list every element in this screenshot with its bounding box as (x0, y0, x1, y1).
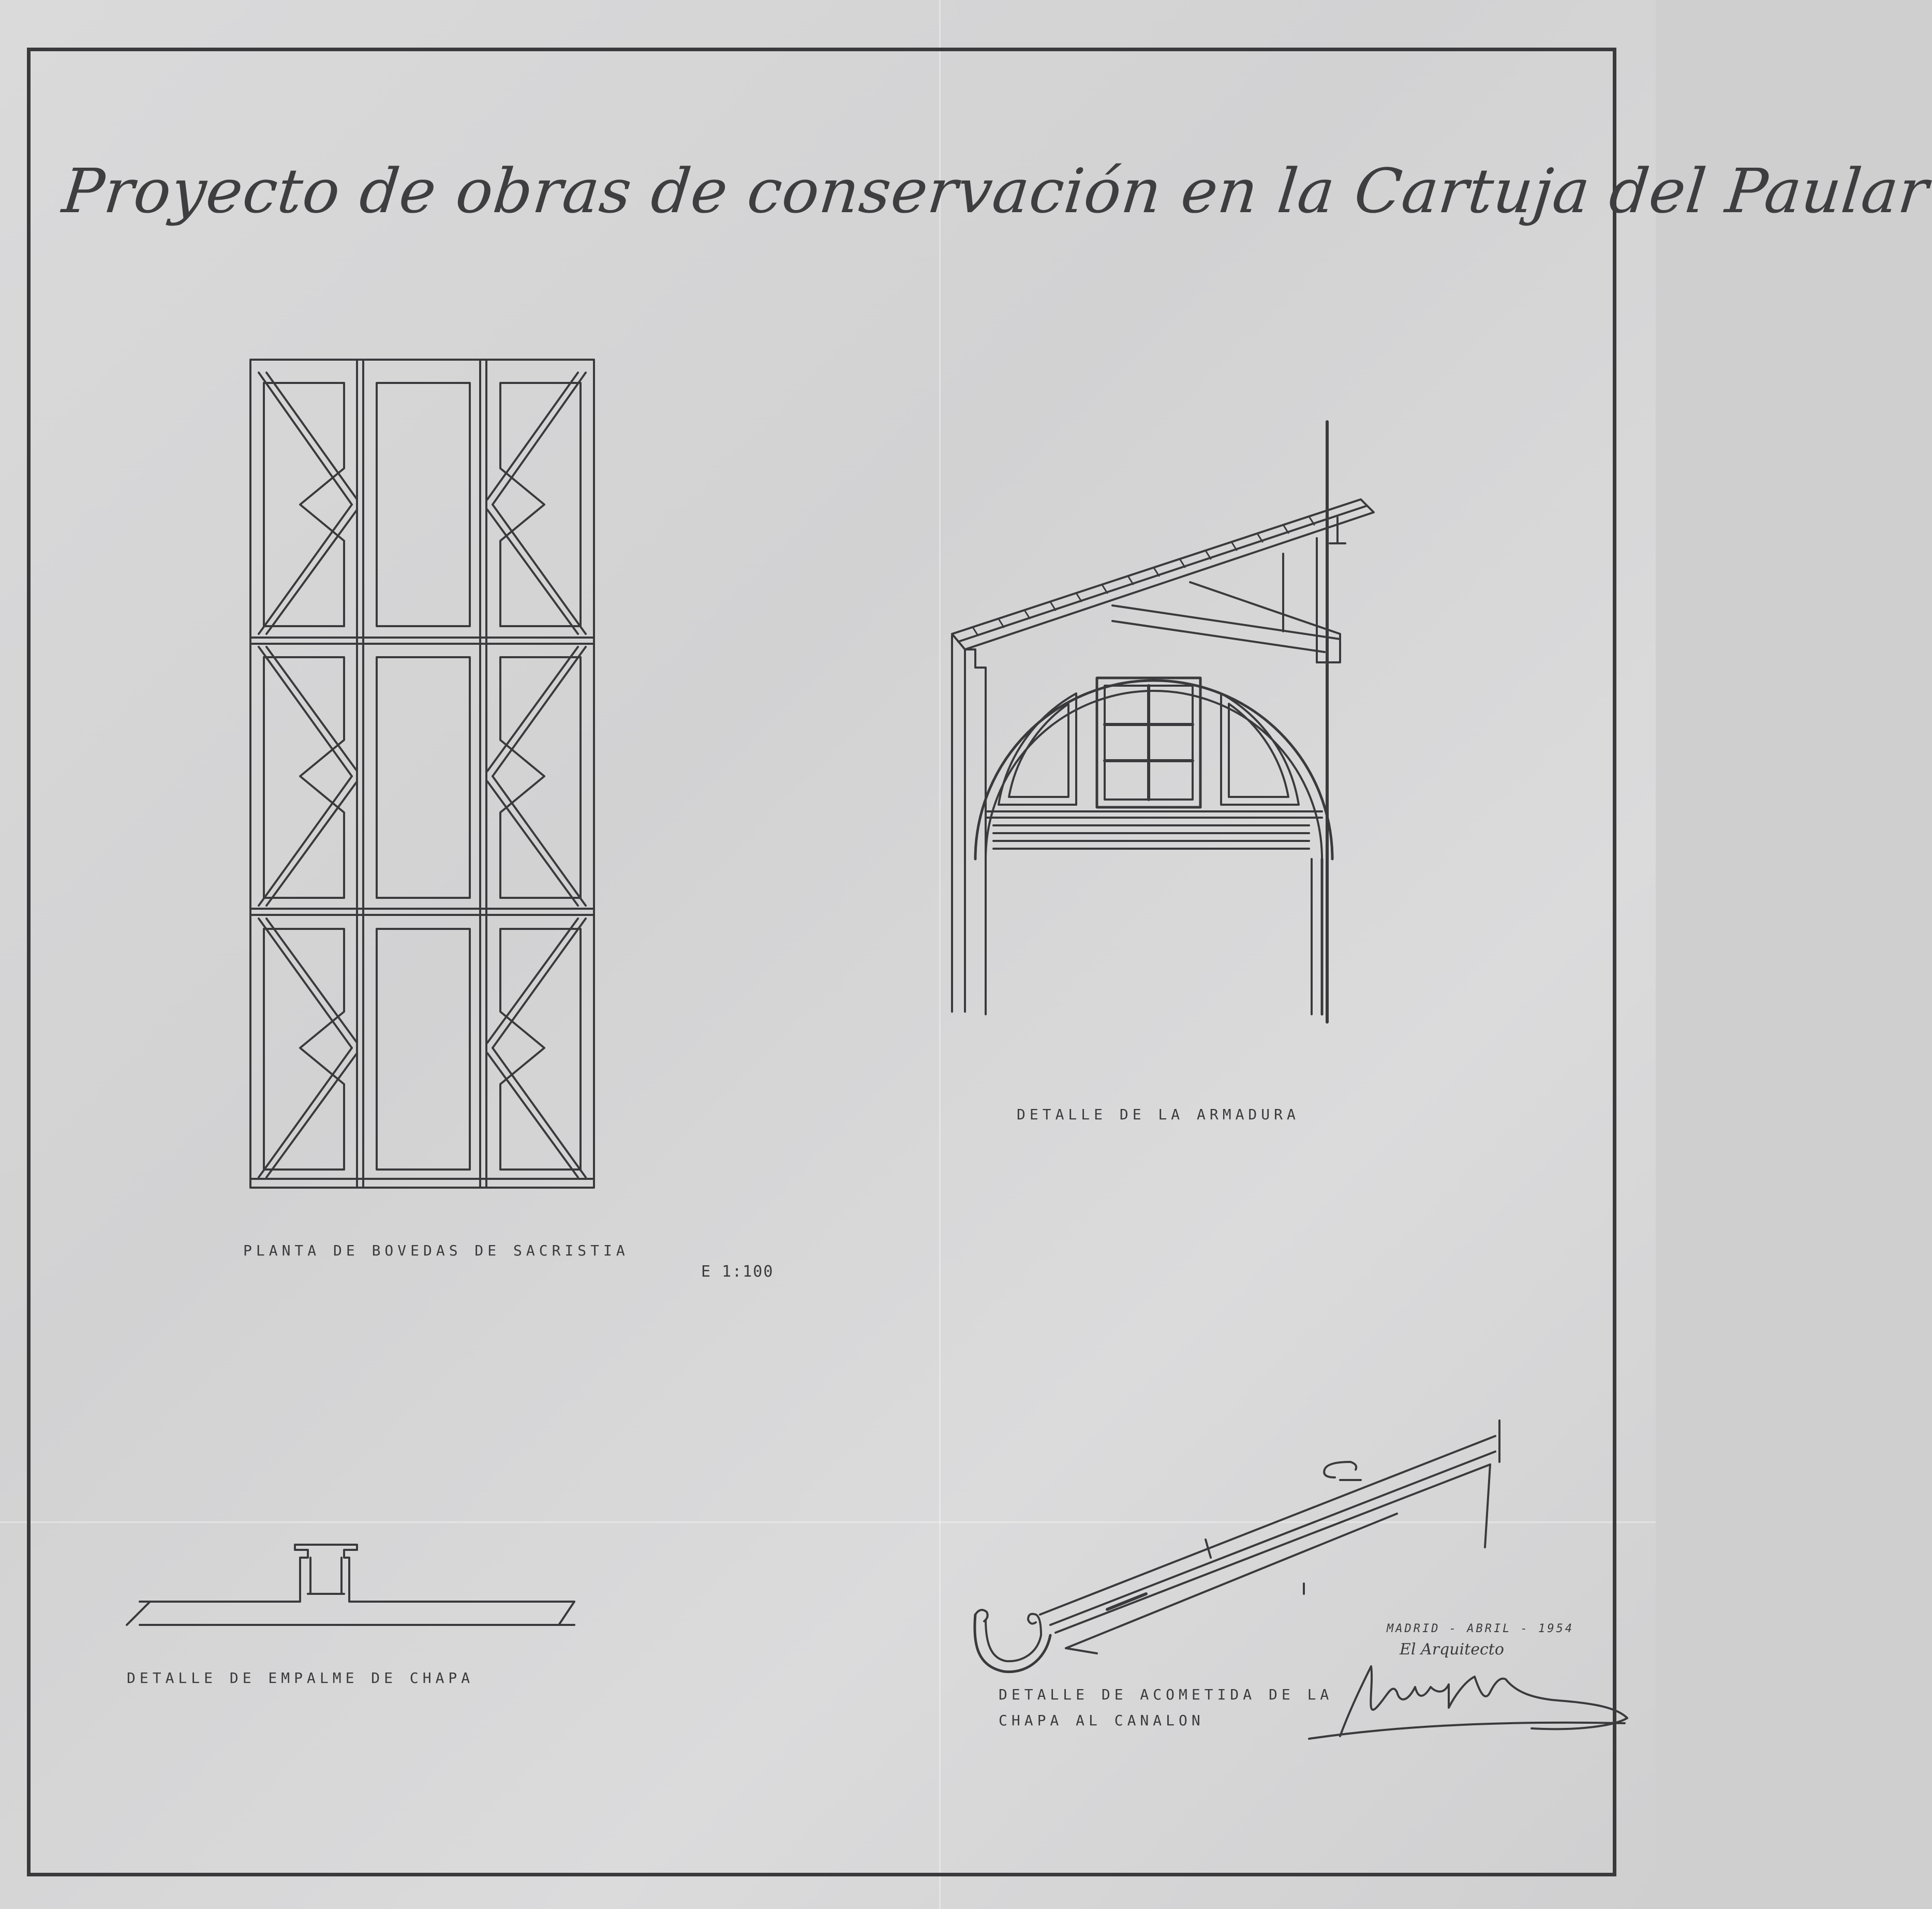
sheet-title: Proyecto de obras de conservación en la Cartuja del Paular (59, 155, 1932, 227)
gutter-detail-label-line1: DETALLE DE ACOMETIDA DE LA (999, 1686, 1333, 1703)
vaults-plan-drawing (250, 360, 594, 1188)
architect-role: El Arquitecto (1400, 1640, 1504, 1659)
scale-label: E 1:100 (701, 1263, 774, 1281)
truss-detail-label: DETALLE DE LA ARMADURA (1017, 1106, 1300, 1123)
place-date: MADRID - ABRIL - 1954 (1387, 1622, 1574, 1635)
vaults-plan-label: PLANTA DE BOVEDAS DE SACRISTIA (243, 1242, 629, 1259)
sheet-joint-label: DETALLE DE EMPALME DE CHAPA (127, 1669, 474, 1686)
architect-signature (1309, 1666, 1627, 1739)
truss-detail-drawing (952, 422, 1374, 1022)
sheet-joint-drawing (127, 1545, 574, 1625)
gutter-detail-label-line2: CHAPA AL CANALON (999, 1712, 1205, 1729)
